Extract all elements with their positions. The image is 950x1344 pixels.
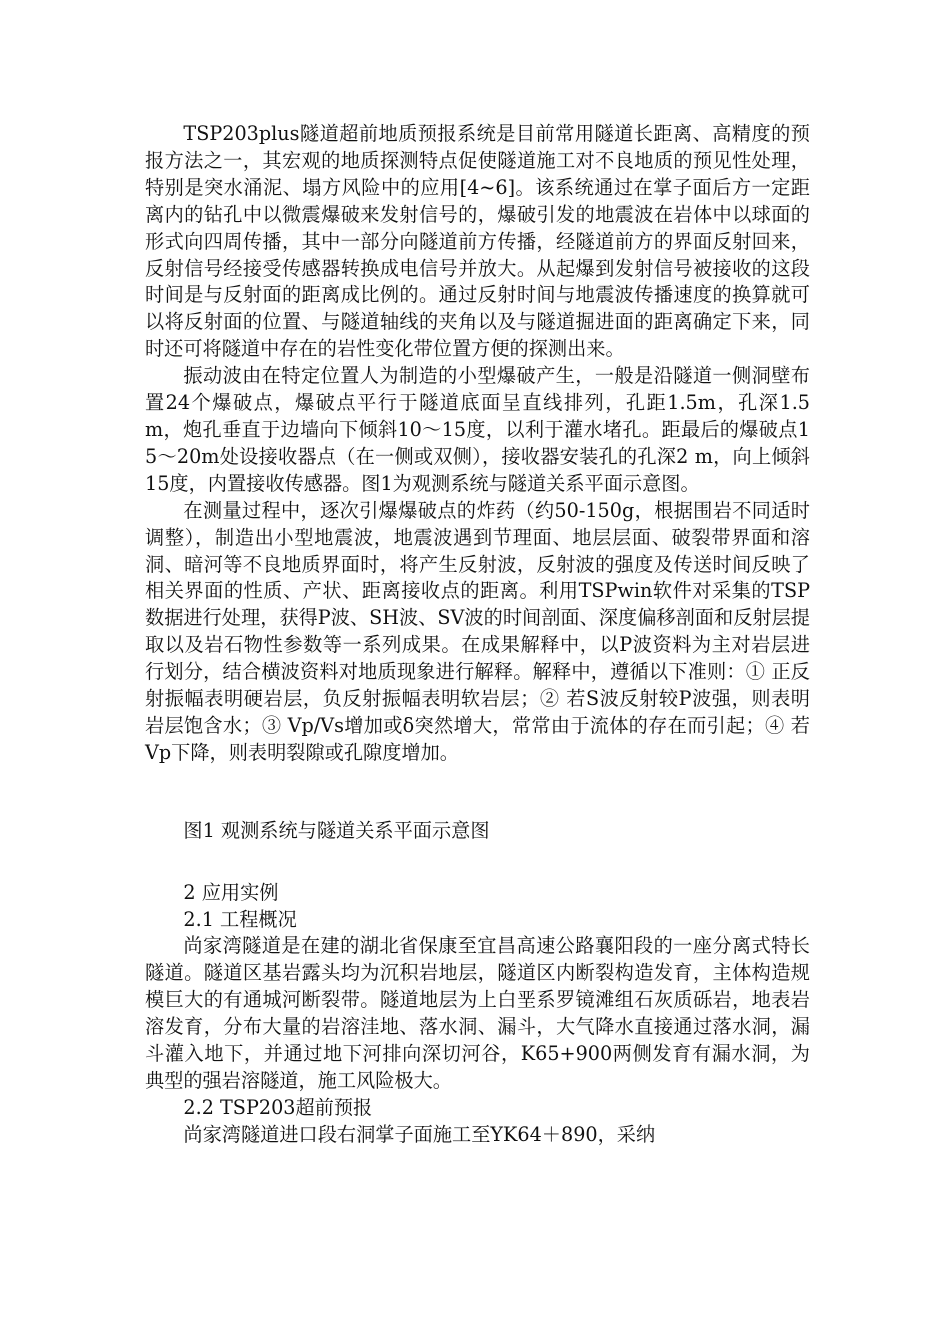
section-heading-application: 2 应用实例 xyxy=(183,880,279,904)
subsection-heading-tsp203: 2.2 TSP203超前预报 xyxy=(183,1095,373,1119)
paragraph-tsp203-forecast: 尚家湾隧道进口段右洞掌子面施工至YK64＋890，采纳 xyxy=(183,1122,656,1146)
paragraph-tsp-system: TSP203plus隧道超前地质预报系统是目前常用隧道长距离、高精度的预报方法之一，其宏观的地质探测特点促使隧道施工对不良地质的预见性处理，特别是突水涌泥、塌方风险中的应用[4~6]。该系统通过在掌子面后方一定距离内的钻孔中以微震爆破来发射信号的，爆破引发的地震波在岩体中以球面的形式向四周传播，其中一部分向隧道前方传播，经隧道前方的界面反射回来，反射信号经接受传感器转换成电信号并放大。从起爆到发射信号被接收的这段时间是与反射面的距离成比例的。通过反射时间与地震波传播速度的换算就可以将反射面的位置、与隧道轴线的夹角以及与隧道掘进面的距离确定下来，同时还可将隧道中存在的岩性变化带位置方便的探测出来。 xyxy=(145,122,810,361)
document-page xyxy=(145,121,810,1149)
figure-caption: 图1 观测系统与隧道关系平面示意图 xyxy=(183,818,490,842)
paragraph-vibration-wave: 振动波由在特定位置人为制造的小型爆破产生，一般是沿隧道一侧洞壁布置24个爆破点，爆破点平行于隧道底面呈直线排列，孔距1.5m，孔深1.5 m，炮孔垂直于边墙向下倾斜10～15度，以利于灌水堵孔。距最后的爆破点15～20m处设接收器点（在一侧或双侧），接收器安装孔的孔深2 m，向上倾斜15度，内置接收传感器。图1为观测系统与隧道关系平面示意图。 xyxy=(145,364,810,495)
subsection-heading-overview: 2.1 工程概况 xyxy=(183,907,297,931)
paragraph-measurement: 在测量过程中，逐次引爆爆破点的炸药（约50-150g，根据围岩不同适时调整），制造出小型地震波，地震波遇到节理面、地层层面、破裂带界面和溶洞、暗河等不良地质界面时，将产生反射波，反射波的强度及传送时间反映了相关界面的性质、产状、距离接收点的距离。利用TSPwin软件对采集的TSP数据进行处理，获得P波、SH波、SV波的时间剖面、深度偏移剖面和反射层提取以及岩石物性参数等一系列成果。在成果解释中，以P波资料为主对岩层进行划分，结合横波资料对地质现象进行解释。解释中，遵循以下准则：① 正反射振幅表明硬岩层，负反射振幅表明软岩层；② 若S波反射较P波强，则表明岩层饱含水；③ Vp/Vs增加或δ突然增大，常常由于流体的存在而引起；④ 若Vp下降，则表明裂隙或孔隙度增加。 xyxy=(145,498,810,764)
paragraph-project-overview: 尚家湾隧道是在建的湖北省保康至宜昌高速公路襄阳段的一座分离式特长隧道。隧道区基岩露头均为沉积岩地层，隧道区内断裂构造发育，主体构造规模巨大的有通城河断裂带。隧道地层为上白垩系罗镜滩组石灰质砾岩，地表岩溶发育，分布大量的岩溶洼地、落水洞、漏斗，大气降水直接通过落水洞，漏斗灌入地下，并通过地下河排向深切河谷，K65+900两侧发育有漏水洞，为典型的强岩溶隧道，施工风险极大。 xyxy=(145,934,810,1092)
